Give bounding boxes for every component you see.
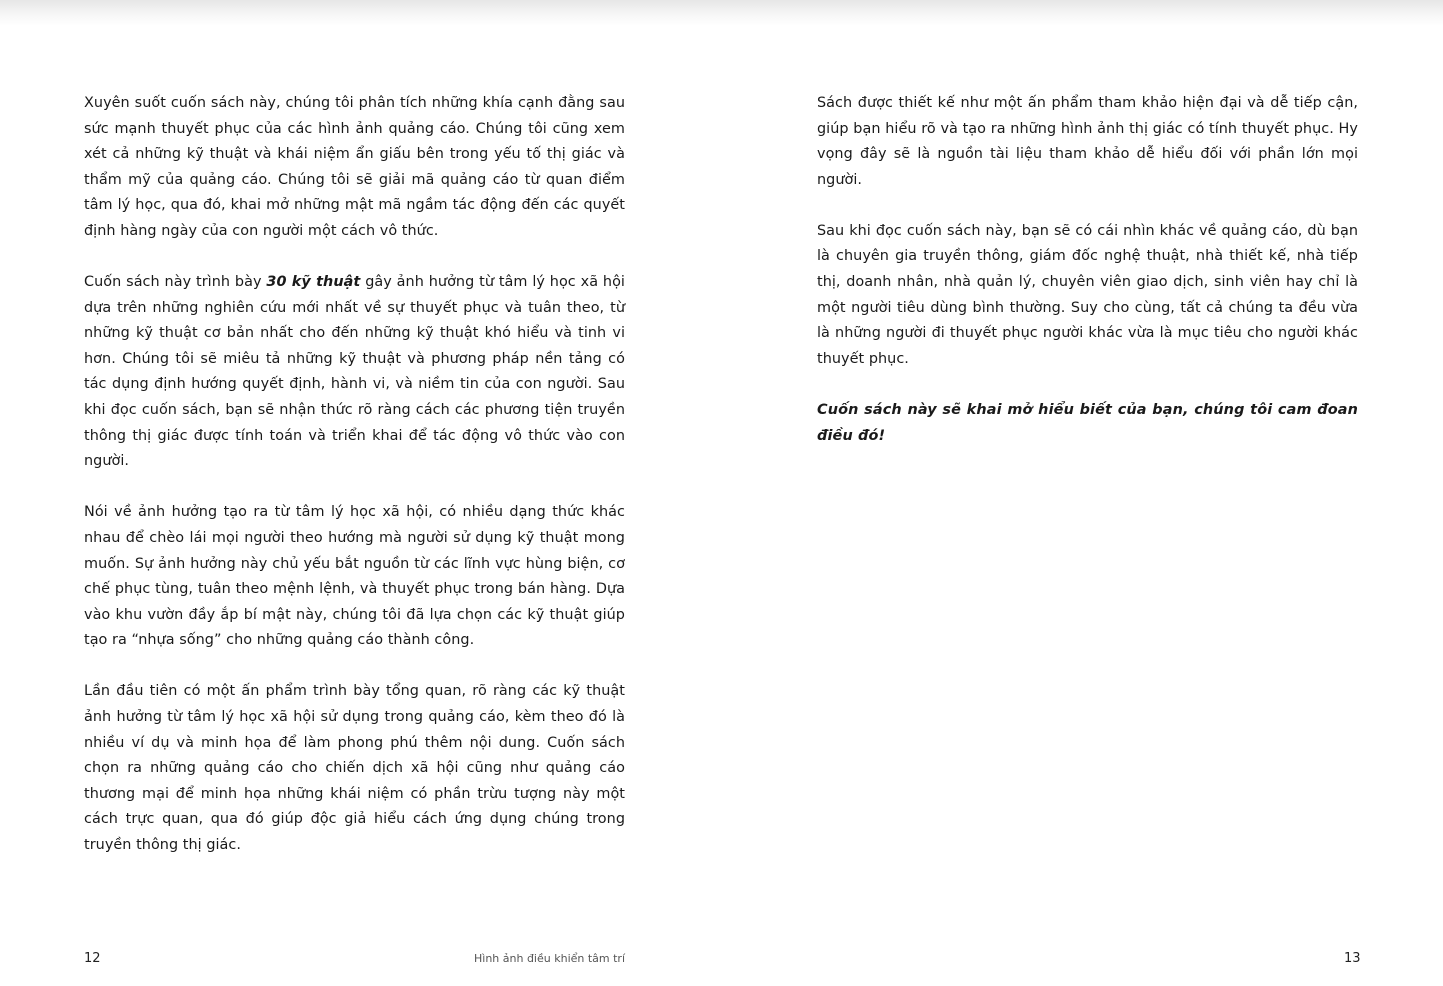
paragraph-text: gây ảnh hưởng từ tâm lý học xã hội dựa trên những nghiên cứu mới nhất về sự thuyết phục và tuân theo, từ những kỹ thuật cơ bản nhất cho đến những kỹ thuật khó hiểu và tinh vi hơn. Chúng tôi sẽ miêu tả những kỹ thuật và phương pháp nền tảng có tác dụng định hướng quyết định, hành vi, và niềm tin của con người. Sau khi đọc cuốn sách, bạn sẽ nhận thức rõ ràng cách các phương tiện truyền thông thị giác được tính toán và triển khai để tác động vô thức vào con người. [84,274,625,470]
paragraph: Sau khi đọc cuốn sách này, bạn sẽ có cái nhìn khác về quảng cáo, dù bạn là chuyên gia truyền thông, giám đốc nghệ thuật, nhà thiết kế, nhà tiếp thị, doanh nhân, nhà quản lý, chuyên viên giao dịch, sinh viên hay chỉ là một người tiêu dùng bình thường. Suy cho cùng, tất cả chúng ta đều vừa là những người đi thuyết phục người khác vừa là mục tiêu cho người khác thuyết phục. [817,222,1358,367]
left-text-column [84,91,625,884]
paragraph: Sách được thiết kế như một ấn phẩm tham khảo hiện đại và dễ tiếp cận, giúp bạn hiểu rõ và tạo ra những hình ảnh thị giác có tính thuyết phục. Hy vọng đây sẽ là nguồn tài liệu tham khảo dễ hiểu đối với phần lớn mọi người. [817,95,1358,188]
closing-statement: Cuốn sách này sẽ khai mở hiểu biết của bạn, chúng tôi cam đoan điều đó! [817,401,1358,444]
running-head: Hình ảnh điều khiển tâm trí [474,952,626,965]
paragraph: Lần đầu tiên có một ấn phẩm trình bày tổng quan, rõ ràng các kỹ thuật ảnh hưởng từ tâm lý học xã hội sử dụng trong quảng cáo, kèm theo đó là nhiều ví dụ và minh họa để làm phong phú thêm nội dung. Cuốn sách chọn ra những quảng cáo cho chiến dịch xã hội cũng như quảng cáo thương mại để minh họa những khái niệm có phần trừu tượng này một cách trực quan, qua đó giúp độc giả hiểu cách ứng dụng chúng trong truyền thông thị giác. [84,683,625,853]
page-number: 13 [1344,951,1361,966]
page-number: 12 [84,951,101,966]
emphasis-text: 30 kỹ thuật [266,274,361,291]
right-page [722,0,1443,986]
paragraph-text: Cuốn sách này trình bày [84,274,267,291]
paragraph [84,270,625,475]
paragraph: Nói về ảnh hưởng tạo ra từ tâm lý học xã hội, có nhiều dạng thức khác nhau để chèo lái mọi người theo hướng mà người sử dụng kỹ thuật mong muốn. Sự ảnh hưởng này chủ yếu bắt nguồn từ các lĩnh vực hùng biện, cơ chế phục tùng, tuân theo mệnh lệnh, và thuyết phục trong bán hàng. Dựa vào khu vườn đầy ắp bí mật này, chúng tôi đã lựa chọn các kỹ thuật giúp tạo ra “nhựa sống” cho những quảng cáo thành công. [84,504,625,649]
paragraph: Xuyên suốt cuốn sách này, chúng tôi phân tích những khía cạnh đằng sau sức mạnh thuyết phục của các hình ảnh quảng cáo. Chúng tôi cũng xem xét cả những kỹ thuật và khái niệm ẩn giấu bên trong yếu tố thị giác và thẩm mỹ của quảng cáo. Chúng tôi sẽ giải mã quảng cáo từ quan điểm tâm lý học, qua đó, khai mở những mật mã ngầm tác động đến các quyết định hàng ngày của con người một cách vô thức. [84,95,625,239]
right-text-column [817,91,1358,475]
